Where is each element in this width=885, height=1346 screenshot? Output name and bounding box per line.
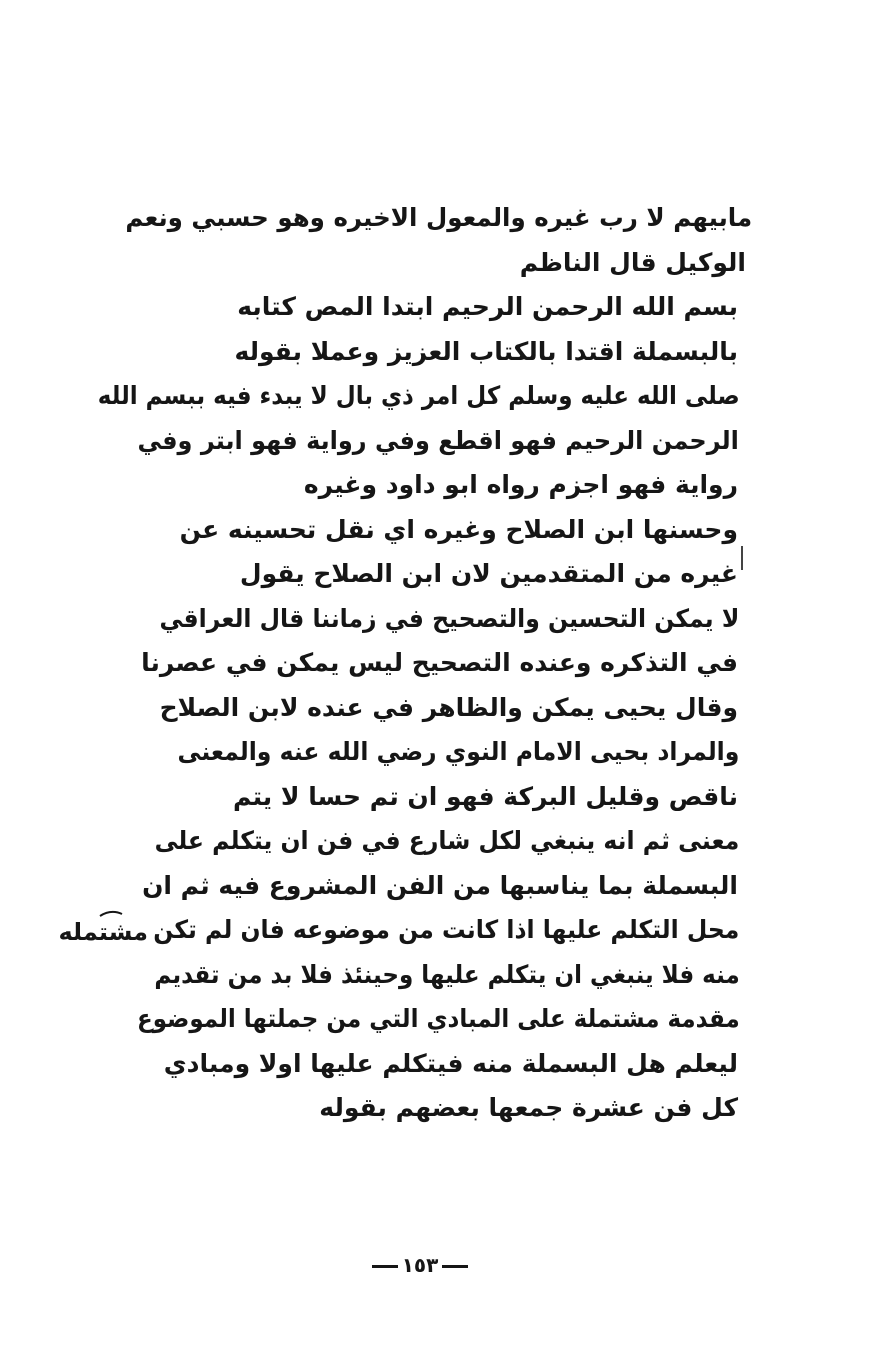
text-line: الوكيل قال الناظم — [519, 247, 746, 277]
margin-note-text: مشتمله — [58, 918, 148, 946]
text-line: وقال يحيى يمكن والظاهر في عنده لابن الصلاح — [159, 692, 738, 722]
text-line: غيره من المتقدمين لان ابن الصلاح يقول — [239, 559, 738, 588]
text-line: البسملة بما يناسبها من الفن المشروع فيه ثم ان — [142, 870, 738, 900]
page-number — [360, 1250, 480, 1280]
text-line: مقدمة مشتملة على المبادي التي من جملتها الموضوع — [137, 1004, 740, 1033]
text-line: كل فن عشرة جمعها بعضهم بقوله — [319, 1093, 738, 1122]
text-line: لا يمكن التحسين والتصحيح في زماننا قال العراقي — [159, 603, 740, 633]
margin-note-stroke-icon — [98, 908, 124, 918]
text-line: بالبسملة اقتدا بالكتاب العزيز وعملا بقوله — [234, 336, 738, 366]
text-line: بسم الله الرحمن الرحيم ابتدا المص كتابه — [237, 292, 738, 321]
page-number-dash-left — [442, 1265, 468, 1268]
text-line: ناقص وقليل البركة فهو ان تم حسا لا يتم — [232, 781, 738, 811]
text-line: معنى ثم انه ينبغي لكل شارع في فن ان يتكلم على — [154, 826, 740, 855]
text-line: ليعلم هل البسملة منه فيتكلم عليها اولا ومبادي — [163, 1048, 738, 1078]
text-line: محل التكلم عليها اذا كانت من موضوعه فان لم تكن — [153, 915, 740, 944]
page-number-value: ١٥٣ — [401, 1253, 439, 1277]
text-line: وحسنها ابن الصلاح وغيره اي نقل تحسينه عن — [179, 514, 738, 544]
text-line: الرحمن الرحيم فهو اقطع وفي رواية فهو ابتر وفي — [137, 425, 739, 455]
text-line: في التذكره وعنده التصحيح ليس يمكن في عصرنا — [141, 648, 738, 677]
text-line: منه فلا ينبغي ان يتكلم عليها وحينئذ فلا بد من تقديم — [154, 959, 740, 989]
text-line: مابيهم لا رب غيره والمعول الاخيره وهو حسبي ونعم — [125, 203, 753, 232]
page-number-dash-right — [372, 1265, 398, 1268]
ink-mark — [741, 546, 743, 570]
text-line: والمراد بحيى الامام النوي رضي الله عنه والمعنى — [177, 737, 740, 766]
text-line: رواية فهو اجزم رواه ابو داود وغيره — [303, 470, 738, 499]
margin-note — [58, 908, 148, 956]
text-line: صلى الله عليه وسلم كل امر ذي بال لا يبدء فيه ببسم الله — [97, 381, 740, 410]
